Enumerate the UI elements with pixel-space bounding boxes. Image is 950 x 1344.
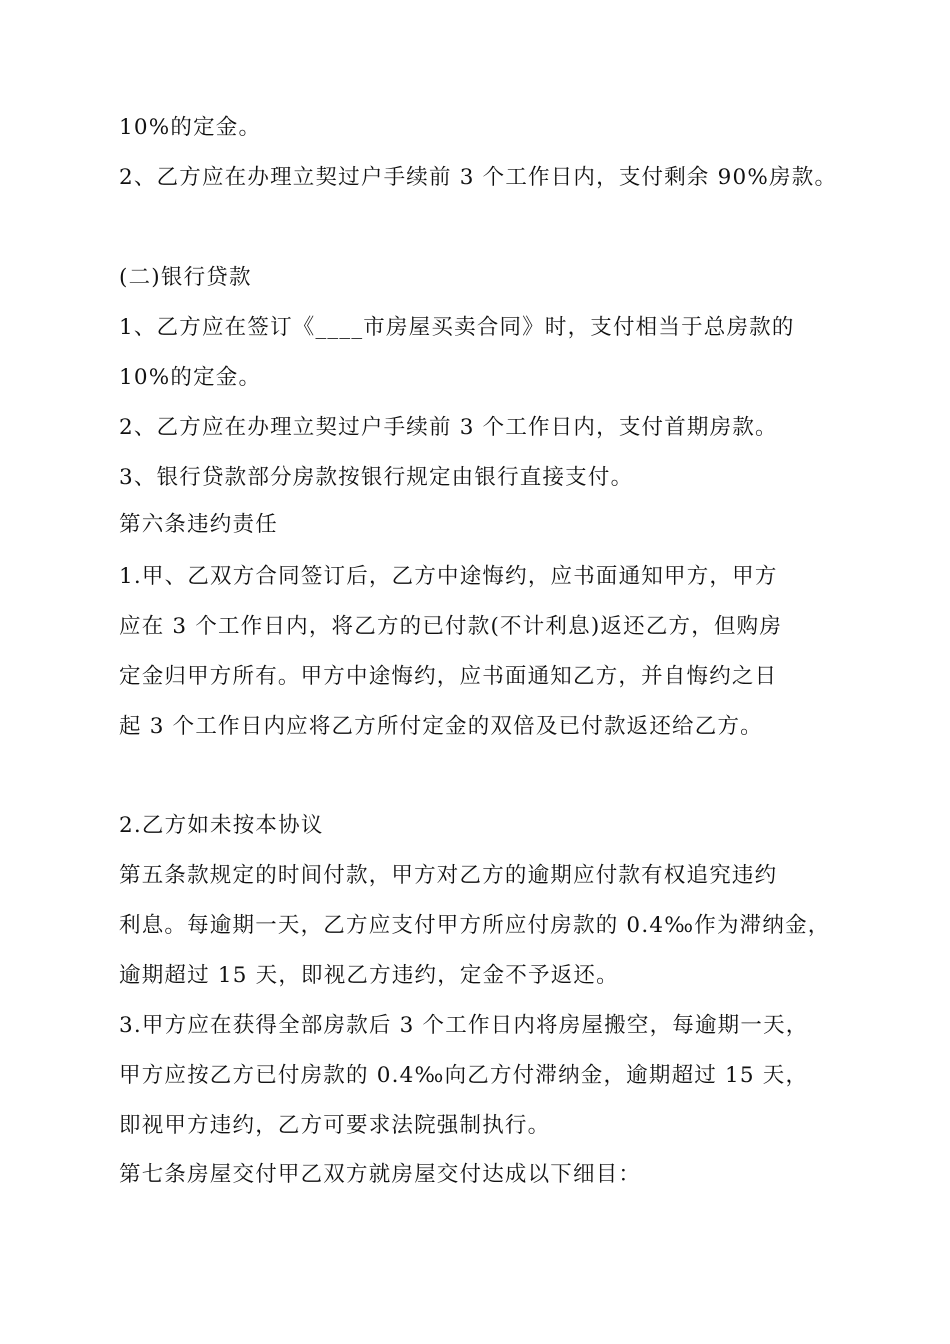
text-line-breach-2a: 第五条款规定的时间付款，甲方对乙方的逾期应付款有权追究违约 [119,863,778,888]
text-line-deposit-continued: 10%的定金。 [119,115,262,140]
text-line-breach-3b: 甲方应按乙方已付房款的 0.4‰向乙方付滞纳金，逾期超过 15 天， [119,1063,809,1088]
article-heading-house-delivery: 第七条房屋交付甲乙双方就房屋交付达成以下细目： [119,1162,642,1187]
text-line-down-payment: 2、乙方应在办理立契过户手续前 3 个工作日内，支付首期房款。 [119,415,778,440]
text-line-deposit: 10%的定金。 [119,365,262,390]
text-line-breach-1d: 起 3 个工作日内应将乙方所付定金的双倍及已付款返还给乙方。 [119,714,763,739]
article-heading-breach-liability: 第六条违约责任 [119,512,278,537]
text-line-breach-2c: 逾期超过 15 天，即视乙方违约，定金不予返还。 [119,963,619,988]
text-line-contract-signing: 1、乙方应在签订《____市房屋买卖合同》时，支付相当于总房款的 [119,315,795,340]
text-line-bank-direct-payment: 3、银行贷款部分房款按银行规定由银行直接支付。 [119,465,634,490]
section-heading-bank-loan: (二)银行贷款 [119,265,252,290]
text-line-breach-3a: 3.甲方应在获得全部房款后 3 个工作日内将房屋搬空，每逾期一天， [119,1013,809,1038]
text-line-breach-3c: 即视甲方违约，乙方可要求法院强制执行。 [119,1113,551,1138]
text-line-breach-2-heading: 2.乙方如未按本协议 [119,813,324,838]
text-line-breach-1a: 1.甲、乙双方合同签订后，乙方中途悔约，应书面通知甲方，甲方 [119,564,778,589]
text-line-breach-1c: 定金归甲方所有。甲方中途悔约，应书面通知乙方，并自悔约之日 [119,664,778,689]
text-line-breach-1b: 应在 3 个工作日内，将乙方的已付款(不计利息)返还乙方，但购房 [119,614,783,639]
text-line-breach-2b: 利息。每逾期一天，乙方应支付甲方所应付房款的 0.4‰作为滞纳金， [119,913,831,938]
text-line-remaining-payment: 2、乙方应在办理立契过户手续前 3 个工作日内，支付剩余 90%房款。 [119,165,838,190]
